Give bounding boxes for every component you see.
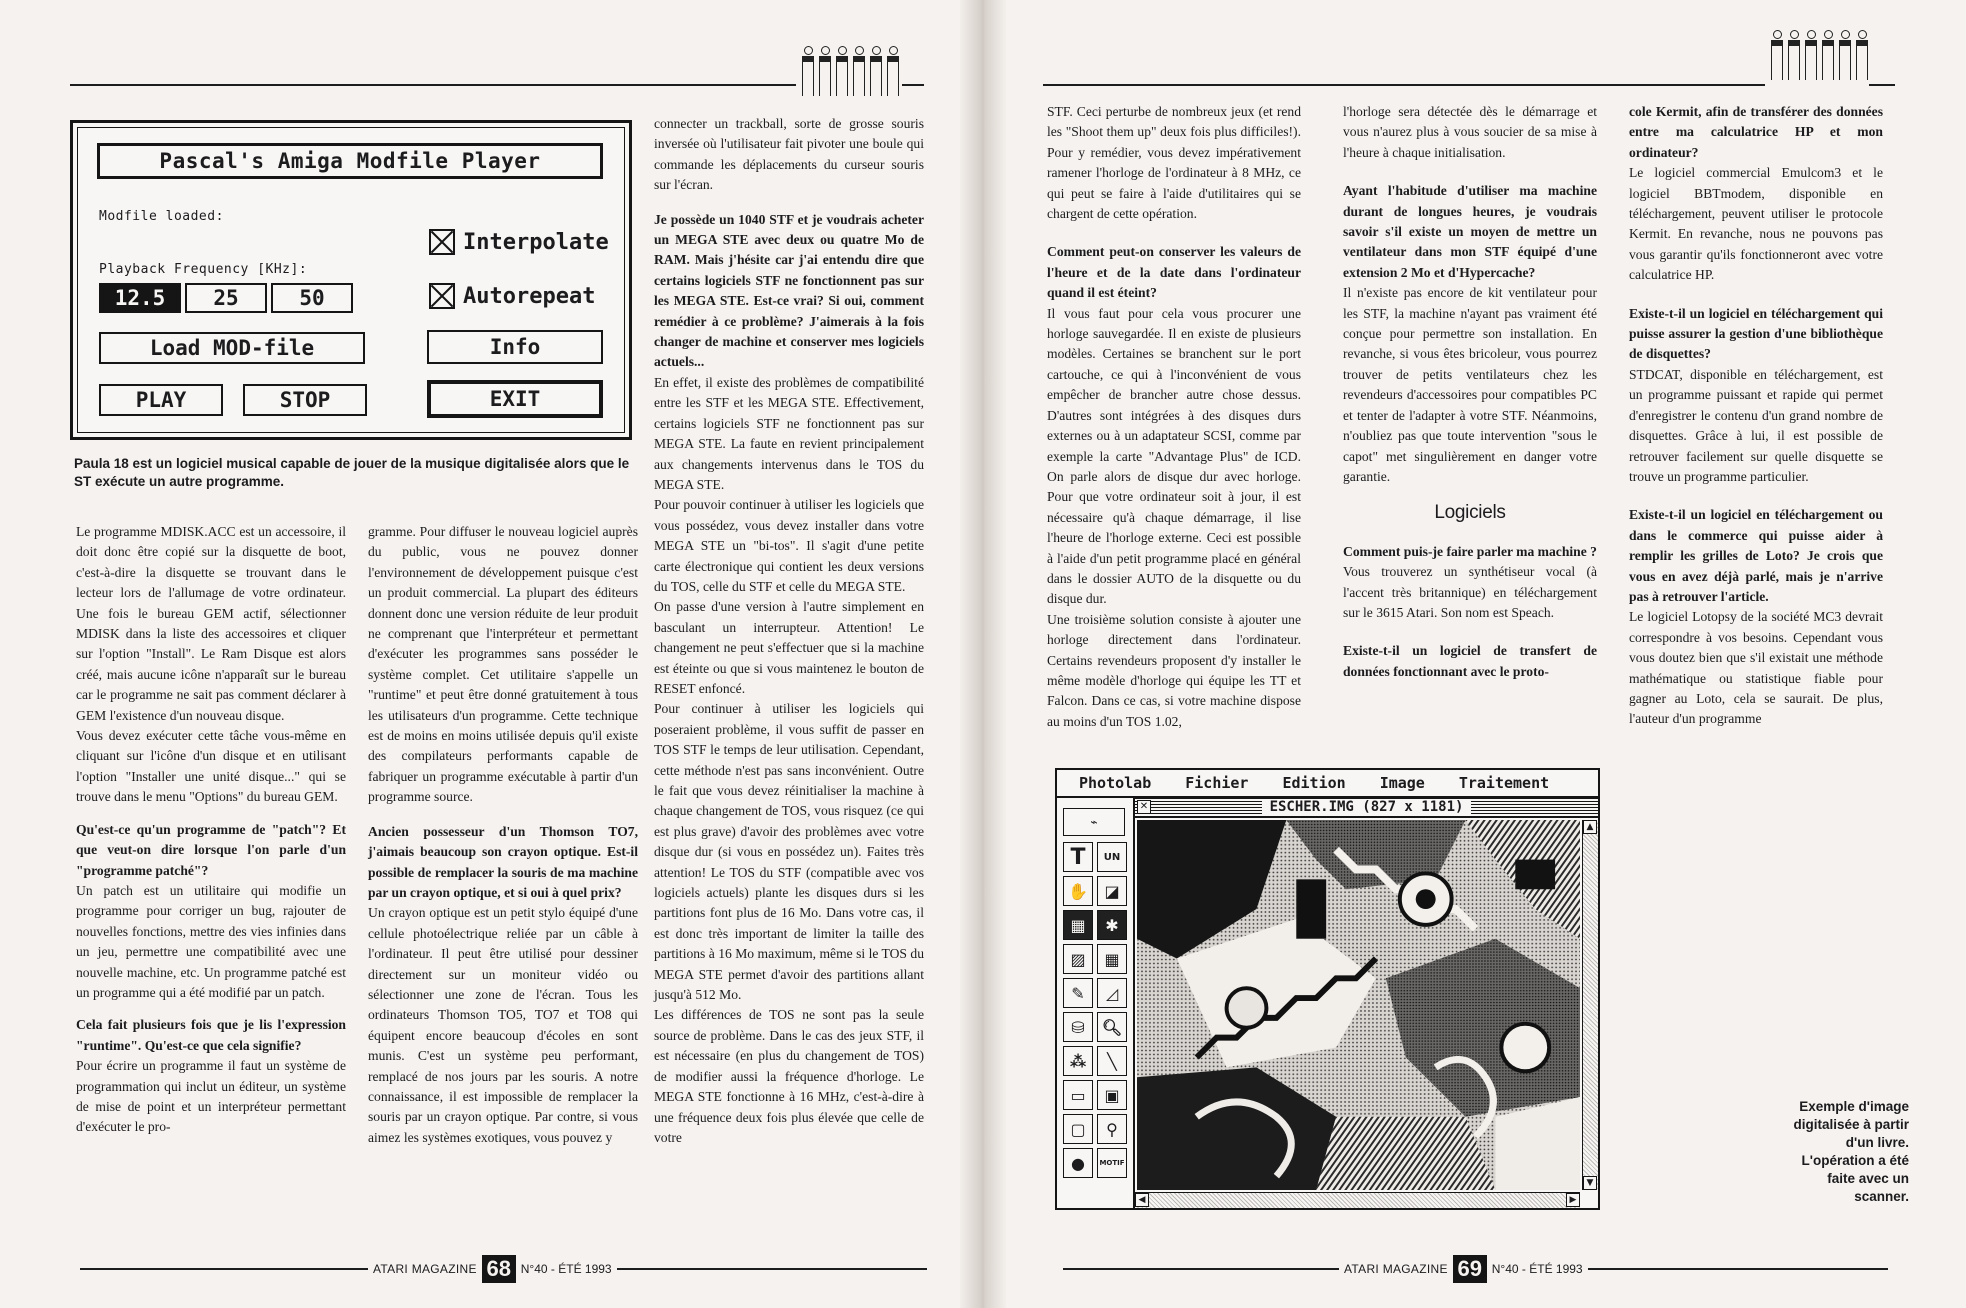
undo-tool-icon[interactable]: UN <box>1097 842 1127 872</box>
answer: On passe d'une version à l'autre simplement en basculant un interrupteur. Attention! Le changement ne peut s'effectuer que si la machine est éteinte ou que si vous maintenez le bouton de RESET enfoncé. <box>654 599 924 696</box>
text-tool-icon[interactable]: T <box>1063 842 1093 872</box>
interpolate-label: Interpolate <box>463 229 609 255</box>
interpolate-checkbox[interactable] <box>429 229 609 255</box>
header-rule <box>1043 84 1765 86</box>
playback-frequency-label: Playback Frequency [KHz]: <box>99 262 308 277</box>
header-rule <box>70 84 796 86</box>
answer: Pour pouvoir continuer à utiliser les logiciels que vous possédez, vous devez installer dans votre MEGA STE un "bi-tos". Il s'agit d'une petite carte électronique qui contient les deux versions du TOS, celle du STF et celle du MEGA STE. <box>654 497 924 594</box>
question: Existe-t-il un logiciel en téléchargement qui puisse assurer la gestion d'une bibliothèque de disquettes? <box>1629 305 1883 362</box>
scroll-right-icon[interactable]: ▶ <box>1566 1193 1580 1207</box>
right-footer <box>1063 1254 1888 1284</box>
rectangle-tool-icon[interactable]: ▭ <box>1063 1080 1093 1110</box>
magnifier-tool-icon[interactable]: 🔍︎ <box>1097 1012 1127 1042</box>
spray-tool-icon[interactable]: ⁂ <box>1063 1046 1093 1076</box>
page-number: 68 <box>482 1255 516 1283</box>
dancers-logo <box>1769 30 1868 76</box>
paragraph: gramme. Pour diffuser le nouveau logiciel auprès du public, vous ne pouvez donner l'environnement de développement puisque c'est un produit commercial. La plupart des éditeurs donnent donc une version réduite de leur produit ne comprenant que l'interpréteur et permettant d'exécuter les programmes sans posséder le système complet. Cet utilitaire s'appelle un "runtime" et peut être donné gratuitement à tous les utilisateurs d'un programme. Cette technique est de moins en moins utilisée depuis qu'il existe des compilateurs performants capable de fabriquer un programme exécutable à partir d'un programme source. <box>368 524 638 805</box>
answer: En effet, il existe des problèmes de compatibilité entre les STF et les MEGA STE. Effectivement, certains logiciels STF ne fonctionnent pas sur MEGA STE. La faute en revient principalement aux changements intervenus dans le TOS du MEGA STE. <box>654 374 924 492</box>
modfile-player-screenshot <box>70 120 632 440</box>
question: Comment peut-on conserver les valeurs de l'heure et de la date dans l'ordinateur quand il est éteint? <box>1047 244 1301 301</box>
pattern-tool-icon[interactable]: ▦ <box>1063 910 1093 940</box>
check-icon <box>429 229 455 255</box>
load-mod-file-button[interactable]: Load MOD-file <box>99 332 365 364</box>
scroll-left-icon[interactable]: ◀ <box>1135 1193 1149 1207</box>
freq-50-button[interactable]: 50 <box>271 283 353 313</box>
lasso-tool-icon[interactable]: ⌁ <box>1063 808 1125 836</box>
texture-tool-icon[interactable]: ✱ <box>1097 910 1127 940</box>
question: Ayant l'habitude d'utiliser ma machine durant de longues heures, je voudrais savoir s'il existe un moyen de mettre un ventilateur dans mon STF équipé d'une extension 2 Mo et d'Hypercache? <box>1343 183 1597 280</box>
exit-button[interactable]: EXIT <box>427 380 603 418</box>
question: Je possède un 1040 STF et je voudrais acheter un MEGA STE avec deux ou quatre Mo de RAM. Mais j'hésite car j'ai entendu dire que certains logiciels STF ne fonctionnent pas sur les MEGA STE. Est-ce vrai? Si oui, comment remédier à ce problème? J'aimerais à la fois changer de machine et conserver mes logiciels actuels... <box>654 211 924 370</box>
answer: STDCAT, disponible en téléchargement, est un programme puissant et rapide qui permet d'enregistrer le contenu d'un grand nombre de disquettes. Grâce à lui, il est possible de retrouver facilement sur quelle disquette se trouve un programme particulier. <box>1629 366 1883 484</box>
paragraph: Le programme MDISK.ACC est un accessoire, il doit donc être copié sur la disquette de boot, c'est-à-dire la disquette se trouvant dans le lecteur lors de l'allumage de votre ordinateur. Une fois le bureau GEM actif, sélectionner MDISK dans la liste des accessoires et cliquer sur l'option "Install". Le Ram Disque est alors créé, mais aucune icône n'apparaît sur le bureau car le programme ne sait pas comment déclarer à GEM l'existence d'un nouveau disque. <box>76 524 346 723</box>
answer: Vous trouverez un synthétiseur vocal (à l'accent très britannique) en téléchargement sur le 3615 Atari. Son nom est Speach. <box>1343 564 1597 620</box>
tool-palette <box>1057 798 1135 1208</box>
eraser-tool-icon[interactable]: ◿ <box>1097 978 1127 1008</box>
right-col-2 <box>1343 102 1597 682</box>
right-col-3 <box>1629 102 1883 730</box>
question: Existe-t-il un logiciel de transfert de données fonctionnant avec le proto- <box>1343 643 1597 679</box>
question: Comment puis-je faire parler ma machine ? <box>1343 543 1597 559</box>
left-footer <box>80 1254 927 1284</box>
escher-picture <box>1137 820 1580 1190</box>
rounded-rect-tool-icon[interactable]: ▢ <box>1063 1114 1093 1144</box>
horizontal-scrollbar[interactable] <box>1135 1192 1580 1208</box>
close-icon[interactable]: ✕ <box>1137 800 1151 814</box>
modfile-caption: Paula 18 est un logiciel musical capable de jouer de la musique digitalisée alors que le ST exécute un autre programme. <box>74 456 630 489</box>
answer: Il vous faut pour cela vous procurer une horloge sauvegardée. Il en existe de plusieurs modèles. Certaines se branchent sur le port cartouche, ce qui à l'inconvénient de vous empêcher de brancher autre chose dessus. D'autres sont intégrées à des disques durs externes ou à un adaptateur SCSI, comme par exemple la carte "Advantage Plus" de ICD. On parle alors de disque dur avec horloge. Pour que votre ordinateur soit à jour, il est nécessaire qu'à chaque démarrage, il lise l'heure de l'horloge externe. Ceci est possible à l'aide d'un petit programme placé en général dans le dossier AUTO de la disquette ou du disque dur. <box>1047 305 1301 607</box>
modfile-loaded-label: Modfile loaded: <box>99 209 224 224</box>
image-window-title: ESCHER.IMG (827 x 1181) <box>1262 799 1472 815</box>
hand-tool-icon[interactable]: ✋ <box>1063 876 1093 906</box>
photolab-caption: Exemple d'image digitalisée à partir d'un livre. L'opération a été faite avec un scanner. <box>1793 1099 1909 1204</box>
image-window-titlebar[interactable] <box>1135 798 1598 818</box>
question: cole Kermit, afin de transférer des données entre ma calculatrice HP et mon ordinateur? <box>1629 104 1883 160</box>
scroll-up-icon[interactable]: ▲ <box>1583 820 1597 834</box>
menu-fichier[interactable]: Fichier <box>1185 774 1249 792</box>
stop-button[interactable]: STOP <box>243 384 367 416</box>
question: Ancien possesseur d'un Thomson TO7, j'aimais beaucoup son crayon optique. Est-il possible de remplacer la souris de ma machine par un crayon optique, et si oui à quel prix? <box>368 823 638 900</box>
answer: Il n'existe pas encore de kit ventilateur pour les STF, la machine n'ayant pas vraiment été conçue pour permettre son installation. En revanche, si vous êtes bricoleur, vous pourrez trouver de petits ventilateurs chez les revendeurs d'accessoires pour compatibles PC et tenter de l'adapter à votre STF. Néanmoins, n'oubliez pas que toute intervention "sous le capot" met singulièrement en danger votre garantie. <box>1343 285 1597 484</box>
book-gutter <box>960 0 1006 1308</box>
check-icon <box>429 283 455 309</box>
header-rule-short <box>1869 84 1895 86</box>
dancers-logo <box>800 46 899 92</box>
left-col-3 <box>654 114 924 1148</box>
paragraph: connecter un trackball, sorte de grosse souris inversée où l'utilisateur fait pivoter une boule qui commande les déplacements du curseur souris sur l'écran. <box>654 116 924 193</box>
info-button[interactable]: Info <box>427 330 603 364</box>
answer: Une troisième solution consiste à ajouter une horloge directement dans l'ordinateur. Certains revendeurs proposent d'y installer le même modèle d'horloge qui équipe les TT et Falcon. Dans ce cas, si votre machine dispose au moins d'un TOS 1.02, <box>1047 611 1301 729</box>
autorepeat-checkbox[interactable] <box>429 283 595 309</box>
photolab-screenshot <box>1055 768 1600 1210</box>
header-rule-short <box>902 84 924 86</box>
answer: Les différences de TOS ne sont pas la seule source de problème. Dans le cas des jeux STF, il est nécessaire (en plus du changement de TOS) de modifier aussi la fréquence d'horloge. Le MEGA STE fonctionne à 16 MHz, c'est-à-dire à une fréquence deux fois plus élevée que celle de votre <box>654 1007 924 1145</box>
answer: Un crayon optique est un petit stylo équipé d'une cellule photoélectrique reliée par un câble à l'ordinateur. Il peut être utilisé pour dessiner directement sur un moniteur vidéo ou sélectionner une zone de l'écran. Tous les ordinateurs Thomson TO5, TO7 et TO8 qui équipent encore beaucoup d'écoles en sont munis. C'est un système peu performant, remplacé de nos jours par les souris. A notre connaissance, il est impossible de remplacer la souris par un crayon optique. Par contre, si vous aimez les systèmes exotiques, vous pouvez y <box>368 905 638 1145</box>
image-window <box>1135 798 1598 1208</box>
footer-rule <box>1588 1268 1888 1270</box>
scroll-down-icon[interactable]: ▼ <box>1583 1176 1597 1190</box>
hatch-tool-icon[interactable]: ▨ <box>1063 944 1093 974</box>
autorepeat-label: Autorepeat <box>463 283 596 309</box>
magazine-name: ATARI MAGAZINE <box>373 1262 477 1276</box>
vertical-scrollbar[interactable] <box>1582 820 1598 1190</box>
question: Qu'est-ce qu'un programme de "patch"? Et que veut-on dire lorsque l'on parle d'un "programme patché"? <box>76 821 346 878</box>
menu-photolab[interactable]: Photolab <box>1079 774 1152 792</box>
footer-rule <box>617 1268 927 1270</box>
issue-info: N°40 - ÉTÉ 1993 <box>520 1262 612 1276</box>
footer-rule <box>80 1268 368 1270</box>
filled-rectangle-tool-icon[interactable]: ▣ <box>1097 1080 1127 1110</box>
right-col-1 <box>1047 102 1301 732</box>
menu-traitement[interactable]: Traitement <box>1458 774 1550 792</box>
left-col-1 <box>76 522 346 1138</box>
answer: Un patch est un utilitaire qui modifie un programme pour corriger un bug, rajouter de nouvelles fonctions, mettre des vies infinies dans un jeu, permettre une compatibilité avec une nouvelle machine, etc. Un programme patché est un programme qui a été modifié par un patch. <box>76 882 346 1000</box>
question: Existe-t-il un logiciel en téléchargement ou dans le commerce qui puisse aider à remplir les grilles de Loto? Je crois que vous en avez déjà parlé, mais je n'arrive pas à retrouver l'article. <box>1629 507 1883 604</box>
motif-tool[interactable]: MOTIF <box>1097 1148 1127 1178</box>
line-tool-icon[interactable]: ╲ <box>1097 1046 1127 1076</box>
pencil-tool-icon[interactable]: ✎ <box>1063 978 1093 1008</box>
paragraph: Vous devez exécuter cette tâche vous-même en cliquant sur l'icône d'un disque et en utilisant l'option "Installer une unité disque..." qui se trouve dans le menu "Options" du bureau GEM. <box>76 728 346 805</box>
escher-image <box>1137 820 1580 1190</box>
magazine-name: ATARI MAGAZINE <box>1344 1262 1448 1276</box>
menu-edition[interactable]: Edition <box>1282 774 1346 792</box>
answer: Pour écrire un programme il faut un système de programmation qui inclut un éditeur, un système de mise de point et un interpréteur permettant d'exécuter le pro- <box>76 1058 346 1135</box>
paragraph: STF. Ceci perturbe de nombreux jeux (et rend les "Shoot them up" deux fois plus difficiles!). Pour y remédier, vous devez impérativement ramener l'horloge de l'ordinateur à 8 MHz, ce qui peut se faire à l'aide d'utilitaires qui se chargent de cette opération. <box>1047 104 1301 222</box>
question: Cela fait plusieurs fois que je lis l'expression "runtime". Qu'est-ce que cela signifie? <box>76 1017 346 1053</box>
bucket-tool-icon[interactable]: ⛁ <box>1063 1012 1093 1042</box>
photolab-menu-bar <box>1057 770 1598 798</box>
play-button[interactable]: PLAY <box>99 384 223 416</box>
footer-rule <box>1063 1268 1339 1270</box>
answer: Pour continuer à utiliser les logiciels qui poseraient problème, il vous suffit de passer en TOS STF le temps de leur utilisation. Cependant, cette méthode n'est pas sans inconvénient. Outre le fait que vous devez réinitialiser la machine à chaque changement de TOS, vous risquez (ce qui est plus grave) d'avoir des problèmes avec votre disque dur (si vous en possédez un). Faites très attention! Le TOS du STF (compatible avec vos logiciels actuels) plante les disques durs si les partitions font plus de 16 Mo. Dans votre cas, il est donc très important de limiter la taille des partitions à 16 Mo maximum, même si le TOS du MEGA STE permet d'avoir des partitions allant jusqu'à 512 Mo. <box>654 701 924 1003</box>
shape-tool-icon[interactable]: ◪ <box>1097 876 1127 906</box>
dropper-tool-icon[interactable]: ⚲ <box>1097 1114 1127 1144</box>
left-col-2 <box>368 522 638 1148</box>
menu-image[interactable]: Image <box>1379 774 1425 792</box>
grid-tool-icon[interactable]: ▦ <box>1097 944 1127 974</box>
page-number: 69 <box>1453 1255 1487 1283</box>
answer: Le logiciel commercial Emulcom3 et le logiciel BBTmodem, disponible en téléchargement, peuvent utiliser le protocole Kermit. En revanche, nous ne pouvons pas vous garantir qu'ils fonctionneront avec votre calculatrice HP. <box>1629 165 1883 283</box>
paragraph: l'horloge sera détectée dès le démarrage et vous n'aurez plus à vous soucier de sa mise à l'heure à chaque initialisation. <box>1343 104 1597 160</box>
issue-info: N°40 - ÉTÉ 1993 <box>1491 1262 1583 1276</box>
player-title: Pascal's Amiga Modfile Player <box>97 143 603 179</box>
circle-tool-icon[interactable]: ● <box>1063 1148 1093 1178</box>
freq-12-5-button[interactable]: 12.5 <box>99 283 181 313</box>
section-heading: Logiciels <box>1434 502 1506 524</box>
answer: Le logiciel Lotopsy de la société MC3 devrait correspondre à vos besoins. Cependant vous vous doutez bien que s'il existait une méthode mathématique ou statistique fiable pour gagner au Loto, cela se saurait. De plus, l'auteur d'un programme <box>1629 609 1883 727</box>
freq-25-button[interactable]: 25 <box>185 283 267 313</box>
